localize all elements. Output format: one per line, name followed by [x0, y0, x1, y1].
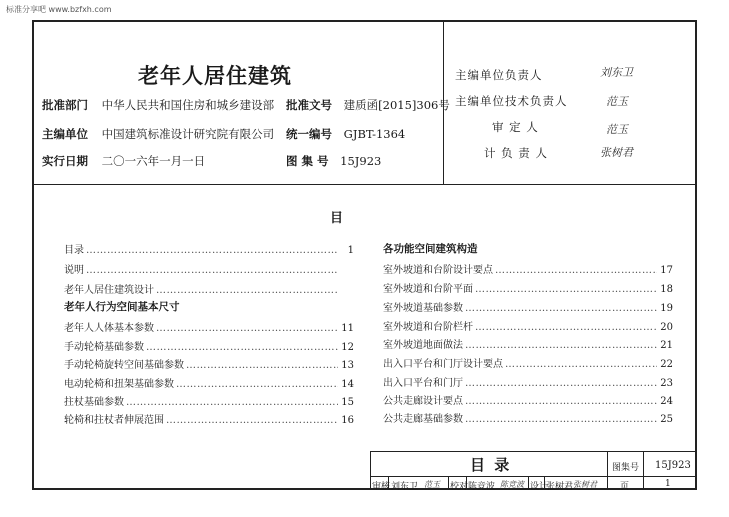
toc-entry [64, 393, 354, 408]
toc-leader-dots [465, 340, 657, 351]
atlas-no-row [286, 153, 381, 169]
toc-entry-page: 16 [341, 415, 354, 426]
toc-entry [64, 411, 354, 426]
toc-entry-title: 目录 [64, 245, 84, 256]
unified-no-value: GJBT-1364 [343, 127, 406, 141]
responsible-signature: 范玉 [606, 95, 628, 108]
toc-entry-page: 14 [341, 379, 354, 390]
designer-name: 张树君 [546, 482, 574, 492]
approval-doc-value: 建质函[2015]306号 [343, 98, 450, 112]
toc-entry [383, 374, 673, 389]
approval-dept-value: 中华人民共和国住房和城乡建设部 [101, 98, 275, 112]
toc-section-title: 各功能空间建筑构造 [383, 243, 478, 255]
toc-leader-dots [465, 396, 657, 407]
toc-leader-dots [465, 378, 657, 389]
toc-entry-page: 22 [660, 359, 673, 370]
page-number: 1 [665, 479, 671, 489]
approval-doc-row [286, 97, 450, 113]
toc-entry-title: 室外坡道地面做法 [383, 340, 463, 351]
header-divider [32, 184, 697, 185]
toc-entry-title: 说明 [64, 265, 84, 276]
responsible-role: 审 定 人 [492, 120, 539, 134]
toc-leader-dots [146, 342, 338, 353]
checker-name: 陈竞波 [468, 482, 496, 492]
toc-entry-title: 拄杖基础参数 [64, 397, 124, 408]
toc-section-heading [383, 241, 673, 256]
toc-leader-dots [186, 360, 338, 371]
toc-entry-page: 25 [660, 414, 673, 425]
title-block-divider [607, 451, 608, 490]
toc-entry-page: 15 [341, 397, 354, 408]
toc-entry-title: 出入口平台和门厅设计要点 [383, 359, 503, 370]
title-block-row-divider [370, 476, 697, 477]
toc-entry-page: 13 [341, 360, 354, 371]
responsible-role: 主编单位负责人 [455, 68, 543, 82]
design-label: 设计 [530, 482, 549, 492]
atlas-no-value: 15J923 [340, 154, 382, 168]
toc-entry-page: 18 [660, 284, 673, 295]
designer-signature: 张树君 [573, 480, 597, 489]
toc-entry-title: 电动轮椅和扭架基础参数 [64, 379, 174, 390]
toc-entry-title: 手动轮椅基础参数 [64, 342, 144, 353]
watermark-text: 标准分享吧 www.bzfxh.com [6, 5, 112, 14]
toc-leader-dots [166, 415, 338, 426]
toc-entry [64, 261, 354, 276]
toc-heading: 目 [330, 211, 344, 226]
toc-entry [383, 261, 673, 276]
title-block-cell-divider [528, 476, 529, 490]
title-block-atlas-label: 图集号 [612, 463, 640, 473]
toc-leader-dots [156, 285, 338, 296]
toc-entry [64, 356, 354, 371]
toc-entry-page: 12 [341, 342, 354, 353]
toc-entry-title: 出入口平台和门厅 [383, 378, 463, 389]
responsible-signature: 范玉 [606, 123, 628, 136]
toc-leader-dots [475, 284, 657, 295]
unified-no-label: 统一编号 [286, 127, 332, 141]
toc-entry-title: 手动轮椅旋转空间基础参数 [64, 360, 184, 371]
responsible-role: 计 负 责 人 [484, 146, 548, 160]
toc-leader-dots [475, 322, 657, 333]
toc-entry [383, 299, 673, 314]
toc-leader-dots [176, 379, 338, 390]
review-label: 审核 [372, 482, 391, 492]
toc-entry [383, 336, 673, 351]
responsible-signature: 刘东卫 [600, 66, 633, 79]
toc-entry-page: 17 [660, 265, 673, 276]
title-block-atlas-no: 15J923 [655, 460, 691, 471]
toc-entry [383, 392, 673, 407]
toc-entry-page: 21 [660, 340, 673, 351]
toc-entry-title: 室外坡道基础参数 [383, 303, 463, 314]
approval-dept-row [42, 97, 274, 113]
check-label: 校对 [450, 482, 469, 492]
toc-entry [64, 241, 354, 256]
toc-leader-dots [505, 359, 657, 370]
toc-entry [383, 280, 673, 295]
toc-entry-page: 20 [660, 322, 673, 333]
toc-entry [64, 338, 354, 353]
title-block-cell-divider [466, 476, 467, 490]
reviewer-name: 刘东卫 [391, 482, 419, 492]
toc-entry-title: 轮椅和拄杖者伸展范围 [64, 415, 164, 426]
title-block-name: 目 录 [470, 456, 512, 474]
title-block-cell-divider [388, 476, 389, 490]
responsible-signature: 张树君 [600, 146, 633, 159]
editor-unit-row [42, 126, 274, 142]
toc-entry [383, 355, 673, 370]
toc-entry-page: 1 [347, 245, 354, 256]
toc-section-title: 老年人行为空间基本尺寸 [64, 301, 180, 313]
checker-signature: 陈竞波 [500, 480, 524, 489]
toc-entry-page: 11 [341, 323, 354, 334]
toc-leader-dots [465, 414, 657, 425]
toc-entry-page: 23 [660, 378, 673, 389]
toc-entry-title: 室外坡道和台阶平面 [383, 284, 473, 295]
toc-entry-title: 室外坡道和台阶栏杆 [383, 322, 473, 333]
toc-entry [64, 319, 354, 334]
toc-entry-page: 24 [660, 396, 673, 407]
title-block-cell-divider [544, 476, 545, 490]
reviewer-signature: 范玉 [424, 480, 440, 489]
approval-dept-label: 批准部门 [42, 98, 88, 112]
toc-entry-title: 室外坡道和台阶设计要点 [383, 265, 493, 276]
title-block-divider [643, 451, 644, 490]
toc-section-heading [64, 299, 354, 314]
responsible-role: 主编单位技术负责人 [455, 94, 568, 108]
toc-leader-dots [495, 265, 657, 276]
effective-date-label: 实行日期 [42, 154, 88, 168]
editor-unit-label: 主编单位 [42, 127, 88, 141]
toc-leader-dots [465, 303, 657, 314]
toc-leader-dots [86, 245, 338, 256]
toc-entry [64, 375, 354, 390]
page-label: 页 [620, 482, 630, 492]
effective-date-row [42, 153, 205, 169]
approval-doc-label: 批准文号 [286, 98, 332, 112]
document-title: 老年人居住建筑 [138, 64, 292, 88]
effective-date-value: 二〇一六年一月一日 [101, 154, 206, 168]
editor-unit-value: 中国建筑标准设计研究院有限公司 [101, 127, 275, 141]
toc-entry-page: 19 [660, 303, 673, 314]
toc-entry [383, 410, 673, 425]
toc-entry-title: 公共走廊基础参数 [383, 414, 463, 425]
atlas-no-label: 图 集 号 [286, 154, 329, 168]
toc-entry [383, 318, 673, 333]
toc-entry-title: 公共走廊设计要点 [383, 396, 463, 407]
toc-leader-dots [86, 265, 338, 276]
unified-no-row [286, 126, 405, 142]
title-block-cell-divider [448, 476, 449, 490]
toc-leader-dots [156, 323, 338, 334]
toc-leader-dots [126, 397, 338, 408]
toc-entry-title: 老年人居住建筑设计 [64, 285, 154, 296]
toc-entry [64, 281, 354, 296]
toc-entry-title: 老年人人体基本参数 [64, 323, 154, 334]
